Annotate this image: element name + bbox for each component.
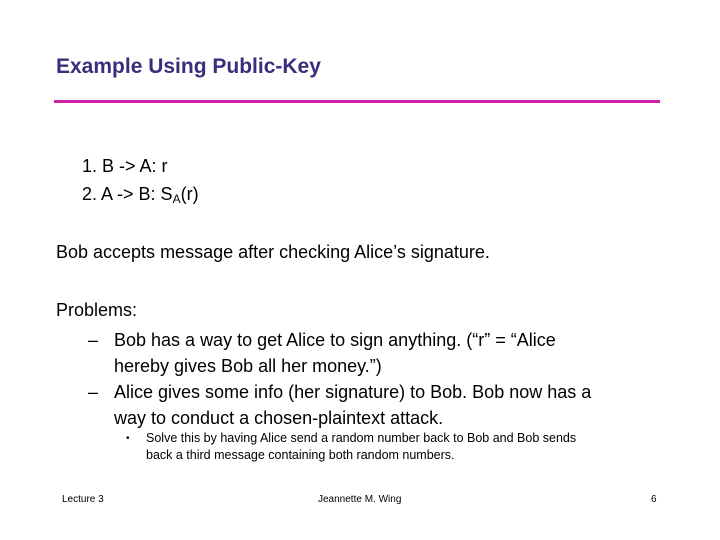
- problem-item-1-text: [114, 327, 556, 379]
- problem-item-2-line-2: way to conduct a chosen-plaintext attack.: [114, 408, 444, 428]
- title-divider: [54, 100, 660, 103]
- slide-title: Example Using Public-Key: [56, 55, 321, 78]
- protocol-step-1: [82, 152, 199, 180]
- step-1-text: 1. B -> A: r: [82, 156, 168, 176]
- step-2-prefix: 2. A -> B: S: [82, 184, 173, 204]
- step-2-suffix: (r): [180, 184, 199, 204]
- protocol-steps: [82, 152, 199, 208]
- dash-marker: –: [88, 382, 99, 402]
- footer-lecture: Lecture 3: [62, 494, 104, 505]
- dash-marker: –: [88, 330, 99, 350]
- solution-line-1: Solve this by having Alice send a random number back to Bob and Bob sends: [146, 431, 577, 445]
- problem-item-2-text: [114, 379, 591, 431]
- problem-item-2-line-1: Alice gives some info (her signature) to Bob. Bob now has a: [114, 382, 592, 402]
- solution-bullet-text: [146, 430, 576, 464]
- bullet-marker: •: [126, 433, 130, 444]
- problems-heading: Problems:: [56, 300, 138, 320]
- protocol-step-2: [82, 180, 199, 208]
- acceptance-paragraph: Bob accepts message after checking Alice’s signature.: [56, 242, 490, 262]
- solution-line-2: back a third message containing both random numbers.: [146, 448, 455, 462]
- step-2-subscript: A: [172, 192, 181, 206]
- footer-page-number: 6: [651, 494, 657, 505]
- problem-item-1-line-1: Bob has a way to get Alice to sign anything. (“r” = “Alice: [114, 330, 556, 350]
- footer-author: Jeannette M. Wing: [318, 494, 402, 505]
- problem-item-1-line-2: hereby gives Bob all her money.”): [114, 356, 382, 376]
